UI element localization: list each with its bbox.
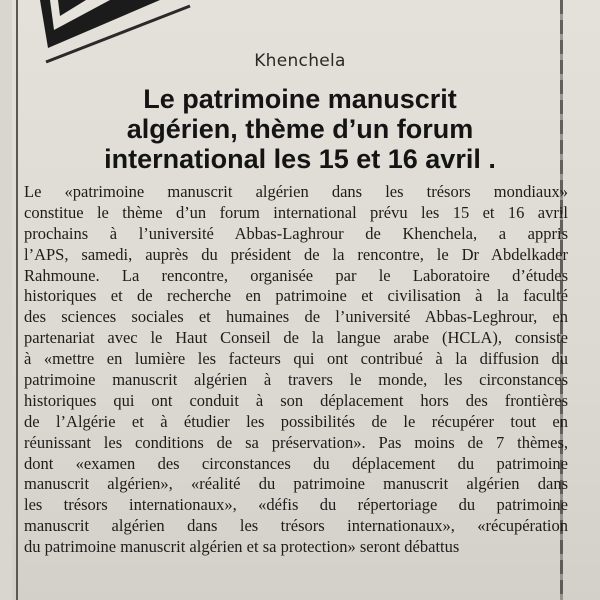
body-text-line: de l’Algérie et à étudier les possibilités de le récupérer tout en bbox=[24, 411, 568, 431]
body-text-line: manuscrit algérien dans les trésors internationaux», «récupération bbox=[24, 516, 568, 536]
body-text-line: les trésors internationaux», «défis du répertoriage du patrimoine bbox=[24, 495, 568, 515]
column-rule-left bbox=[16, 0, 18, 600]
body-text-line: du patrimoine manuscrit algérien et sa protection» seront débattus bbox=[24, 537, 460, 557]
headline-line: algérien, thème d’un forum bbox=[126, 114, 474, 144]
body-text-line: historiques qui ont conduit à son déplacement hors des frontières bbox=[24, 390, 568, 410]
body-text-line: Rahmoune. La rencontre, organisée par le Laboratoire d’études bbox=[24, 265, 568, 285]
body-text-line: patrimoine manuscrit algérien à travers le monde, les circonstances bbox=[24, 370, 568, 390]
body-text-line: constitue le thème d’un forum international prévu les 15 et 16 avril bbox=[24, 202, 568, 222]
body-text-line: Le «patrimoine manuscrit algérien dans les trésors mondiaux» bbox=[24, 182, 568, 201]
body-text-line: partenariat avec le Haut Conseil de la langue arabe (HCLA), consiste bbox=[24, 328, 568, 348]
section-label: Khenchela bbox=[254, 51, 346, 71]
body-text-line: prochains à l’université Abbas-Laghrour de Khenchela, a appris bbox=[24, 223, 568, 243]
headline-line: Le patrimoine manuscrit bbox=[143, 84, 457, 114]
body-text-line: historiques et de recherche en patrimoine et civilisation à la faculté bbox=[24, 286, 568, 306]
body-text-line: dont «examen des circonstances du déplacement du patrimoine bbox=[24, 453, 568, 473]
headline-line: international les 15 et 16 avril . bbox=[104, 144, 496, 174]
body-text-line: l’APS, samedi, auprès du président de la rencontre, le Dr Abdelkader bbox=[24, 244, 568, 264]
body-text-line: manuscrit algérien», «réalité du patrimoine manuscrit algérien dans bbox=[24, 474, 568, 494]
article-body bbox=[24, 182, 568, 558]
article-headline bbox=[30, 84, 570, 174]
body-text-line: réunissant les conditions de sa préservation». Pas moins de 7 thèmes, bbox=[24, 432, 568, 452]
body-text-line: des sciences sociales et humaines de l’université Abbas-Leghrour, en bbox=[24, 307, 568, 327]
body-text-line: à «mettre en lumière les facteurs qui ont contribué à la diffusion du bbox=[24, 349, 568, 369]
